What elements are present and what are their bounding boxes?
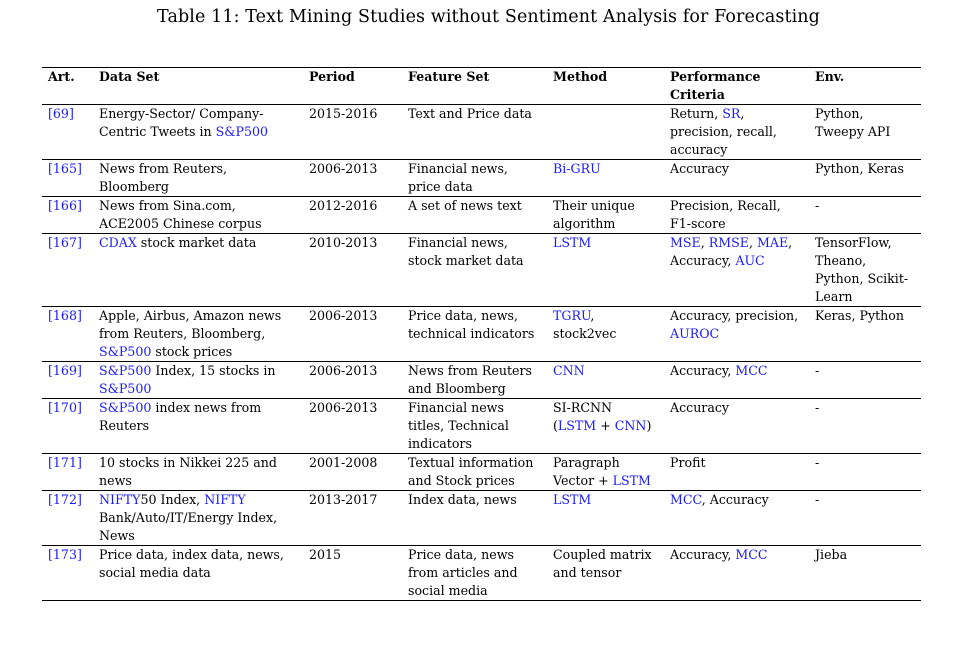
cell-art <box>42 454 93 491</box>
cell-env-text: - <box>815 363 820 378</box>
cell-data-set <box>93 160 303 197</box>
acronym-link[interactable]: LSTM <box>557 418 597 433</box>
table-row <box>42 160 921 197</box>
citation-link[interactable]: [173] <box>48 547 82 562</box>
cell-art <box>42 234 93 307</box>
cell-text: Paragraph Vector + <box>553 455 620 488</box>
cell-text: Their unique algorithm <box>553 198 635 231</box>
cell-method <box>547 197 664 234</box>
cell-method <box>547 362 664 399</box>
cell-text: Accuracy, precision, <box>670 308 799 323</box>
table-header-row <box>42 68 921 105</box>
cell-performance-criteria <box>664 546 809 601</box>
cell-period <box>303 234 402 307</box>
cell-method <box>547 491 664 546</box>
cell-art <box>42 307 93 362</box>
cell-period-text: 2001-2008 <box>309 455 378 470</box>
table-row <box>42 105 921 160</box>
cell-art <box>42 197 93 234</box>
cell-text: , <box>700 235 709 250</box>
acronym-link[interactable]: Bi-GRU <box>553 161 601 176</box>
cell-feature-set <box>402 105 547 160</box>
cell-text: A set of news text <box>408 198 522 213</box>
cell-text: , precision, recall, accuracy <box>670 106 777 157</box>
cell-feature-set <box>402 399 547 454</box>
citation-link[interactable]: [170] <box>48 400 82 415</box>
acronym-link[interactable]: SR <box>722 106 741 121</box>
header-data-set: Data Set <box>93 68 303 105</box>
cell-data-set <box>93 234 303 307</box>
cell-text: Coupled matrix and tensor <box>553 547 652 580</box>
cell-env-text: Jieba <box>815 547 848 562</box>
citation-link[interactable]: [171] <box>48 455 82 470</box>
table-row <box>42 491 921 546</box>
cell-art <box>42 546 93 601</box>
cell-performance-criteria <box>664 307 809 362</box>
header-performance-criteria: Performance Criteria <box>664 68 809 105</box>
cell-data-set <box>93 105 303 160</box>
cell-method <box>547 105 664 160</box>
cell-env <box>809 160 921 197</box>
acronym-link[interactable]: MSE <box>670 235 701 250</box>
table-row <box>42 399 921 454</box>
cell-period-text: 2015 <box>309 547 342 562</box>
cell-period <box>303 454 402 491</box>
cell-text: Textual information and Stock prices <box>408 455 534 488</box>
cell-env-text: - <box>815 455 820 470</box>
cell-text: stock market data <box>136 235 257 250</box>
cell-period <box>303 399 402 454</box>
citation-link[interactable]: [168] <box>48 308 82 323</box>
cell-text: , Accuracy, <box>670 235 793 268</box>
header-feature-set: Feature Set <box>402 68 547 105</box>
citation-link[interactable]: [166] <box>48 198 82 213</box>
cell-env <box>809 546 921 601</box>
cell-data-set <box>93 399 303 454</box>
citation-link[interactable]: [169] <box>48 363 82 378</box>
acronym-link[interactable]: LSTM <box>612 473 651 488</box>
cell-text: stock prices <box>151 344 233 359</box>
acronym-link[interactable]: LSTM <box>553 235 592 250</box>
cell-text: Text and Price data <box>408 106 532 121</box>
cell-text: News from Reuters and Bloomberg <box>408 363 532 396</box>
acronym-link[interactable]: MCC <box>735 547 768 562</box>
cell-performance-criteria <box>664 197 809 234</box>
cell-feature-set <box>402 491 547 546</box>
cell-period-text: 2015-2016 <box>309 106 378 121</box>
cell-text: News from Reuters, Bloomberg <box>99 161 227 194</box>
citation-link[interactable]: [69] <box>48 106 74 121</box>
cell-text: Financial news, stock market data <box>408 235 524 268</box>
cell-method <box>547 160 664 197</box>
studies-table <box>42 67 921 601</box>
cell-art <box>42 160 93 197</box>
table-row <box>42 546 921 601</box>
cell-env-text: TensorFlow, Theano, Python, Scikit-Learn <box>815 235 909 304</box>
cell-feature-set <box>402 546 547 601</box>
cell-text: Price data, index data, news, social media data <box>99 547 284 580</box>
cell-period-text: 2006-2013 <box>309 400 378 415</box>
cell-period <box>303 197 402 234</box>
acronym-link[interactable]: TGRU <box>553 308 591 323</box>
cell-text: Price data, news from articles and social media <box>408 547 518 598</box>
cell-performance-criteria <box>664 491 809 546</box>
cell-art <box>42 399 93 454</box>
table-row <box>42 197 921 234</box>
cell-env <box>809 399 921 454</box>
acronym-link[interactable]: S&P500 <box>99 381 152 396</box>
table-row <box>42 362 921 399</box>
cell-feature-set <box>402 197 547 234</box>
cell-text: , stock2vec <box>553 308 617 341</box>
cell-text: SI-RCNN ( <box>553 400 613 433</box>
cell-env <box>809 234 921 307</box>
cell-performance-criteria <box>664 399 809 454</box>
cell-env <box>809 197 921 234</box>
cell-env-text: Keras, Python <box>815 308 904 323</box>
cell-text: Index data, news <box>408 492 517 507</box>
cell-feature-set <box>402 307 547 362</box>
cell-method <box>547 307 664 362</box>
citation-link[interactable]: [165] <box>48 161 82 176</box>
cell-env <box>809 307 921 362</box>
cell-text: Bank/Auto/IT/Energy Index, News <box>99 510 278 543</box>
acronym-link[interactable]: S&P500 <box>215 124 269 139</box>
acronym-link[interactable]: CNN <box>553 363 585 378</box>
table-body <box>42 105 921 601</box>
cell-data-set <box>93 454 303 491</box>
acronym-link[interactable]: MAE <box>756 235 789 250</box>
cell-feature-set <box>402 160 547 197</box>
cell-data-set <box>93 307 303 362</box>
cell-method <box>547 546 664 601</box>
cell-env-text: - <box>815 198 820 213</box>
cell-text: Energy-Sector/ Company-Centric Tweets in <box>99 106 264 139</box>
cell-text: Accuracy, <box>670 363 736 378</box>
cell-text: + <box>596 418 615 433</box>
cell-text: Precision, Recall, F1-score <box>670 198 781 231</box>
cell-env <box>809 454 921 491</box>
cell-performance-criteria <box>664 362 809 399</box>
table-row <box>42 234 921 307</box>
cell-data-set <box>93 546 303 601</box>
cell-period <box>303 160 402 197</box>
cell-text: News from Sina.com, ACE2005 Chinese corpus <box>99 198 262 231</box>
cell-period-text: 2006-2013 <box>309 363 378 378</box>
acronym-link[interactable]: AUC <box>735 253 765 268</box>
citation-link[interactable]: [167] <box>48 235 82 250</box>
cell-text: ) <box>646 418 652 433</box>
cell-period-text: 2006-2013 <box>309 308 378 323</box>
cell-text: index news from Reuters <box>99 400 262 433</box>
table-caption: Table 11: Text Mining Studies without Sentiment Analysis for Forecasting <box>157 7 820 27</box>
cell-text: Apple, Airbus, Amazon news from Reuters, Bloomberg, <box>99 308 282 341</box>
cell-text: Profit <box>670 455 706 470</box>
cell-feature-set <box>402 234 547 307</box>
cell-art <box>42 491 93 546</box>
header-method: Method <box>547 68 664 105</box>
cell-period-text: 2006-2013 <box>309 161 378 176</box>
cell-text: Accuracy <box>670 400 730 415</box>
cell-method <box>547 399 664 454</box>
cell-env-text: Python, Keras <box>815 161 904 176</box>
cell-art <box>42 362 93 399</box>
header-env: Env. <box>809 68 921 105</box>
cell-period-text: 2012-2016 <box>309 198 378 213</box>
cell-env-text: - <box>815 492 820 507</box>
cell-text: Accuracy, <box>670 547 736 562</box>
cell-text: , <box>748 235 757 250</box>
acronym-link[interactable]: MCC <box>670 492 702 507</box>
acronym-link[interactable]: S&P500 <box>99 363 152 378</box>
cell-performance-criteria <box>664 454 809 491</box>
cell-method <box>547 454 664 491</box>
citation-link[interactable]: [172] <box>48 492 82 507</box>
acronym-link[interactable]: RMSE <box>708 235 749 250</box>
acronym-link[interactable]: AUROC <box>670 326 720 341</box>
cell-period-text: 2010-2013 <box>309 235 378 250</box>
acronym-link[interactable]: S&P500 <box>99 344 152 359</box>
cell-art <box>42 105 93 160</box>
cell-env <box>809 491 921 546</box>
cell-text: , Accuracy <box>701 492 769 507</box>
cell-env-text: - <box>815 400 820 415</box>
acronym-link[interactable]: CDAX <box>99 235 137 250</box>
acronym-link[interactable]: S&P500 <box>99 400 152 415</box>
cell-text: Financial news titles, Technical indicators <box>408 400 509 451</box>
cell-period <box>303 307 402 362</box>
table-row <box>42 307 921 362</box>
header-art: Art. <box>42 68 93 105</box>
cell-period <box>303 105 402 160</box>
table-row <box>42 454 921 491</box>
cell-period <box>303 546 402 601</box>
cell-env <box>809 362 921 399</box>
cell-text: 10 stocks in Nikkei 225 and news <box>99 455 277 488</box>
cell-text: Price data, news, technical indicators <box>408 308 535 341</box>
cell-text: Accuracy <box>670 161 730 176</box>
cell-performance-criteria <box>664 234 809 307</box>
cell-data-set <box>93 491 303 546</box>
cell-feature-set <box>402 454 547 491</box>
cell-period-text: 2013-2017 <box>309 492 378 507</box>
acronym-link[interactable]: LSTM <box>553 492 592 507</box>
cell-method <box>547 234 664 307</box>
cell-performance-criteria <box>664 105 809 160</box>
cell-data-set <box>93 362 303 399</box>
cell-text: Financial news, price data <box>408 161 508 194</box>
cell-text: Index, 15 stocks in <box>151 363 276 378</box>
acronym-link[interactable]: CNN <box>614 418 647 433</box>
cell-env-text: Python, Tweepy API <box>815 106 891 139</box>
cell-feature-set <box>402 362 547 399</box>
acronym-link[interactable]: MCC <box>735 363 768 378</box>
cell-period <box>303 362 402 399</box>
cell-text: 50 Index, <box>140 492 205 507</box>
acronym-link[interactable]: NIFTY <box>204 492 246 507</box>
cell-env <box>809 105 921 160</box>
cell-data-set <box>93 197 303 234</box>
cell-period <box>303 491 402 546</box>
cell-performance-criteria <box>664 160 809 197</box>
header-period: Period <box>303 68 402 105</box>
acronym-link[interactable]: NIFTY <box>99 492 141 507</box>
cell-text: Return, <box>670 106 723 121</box>
